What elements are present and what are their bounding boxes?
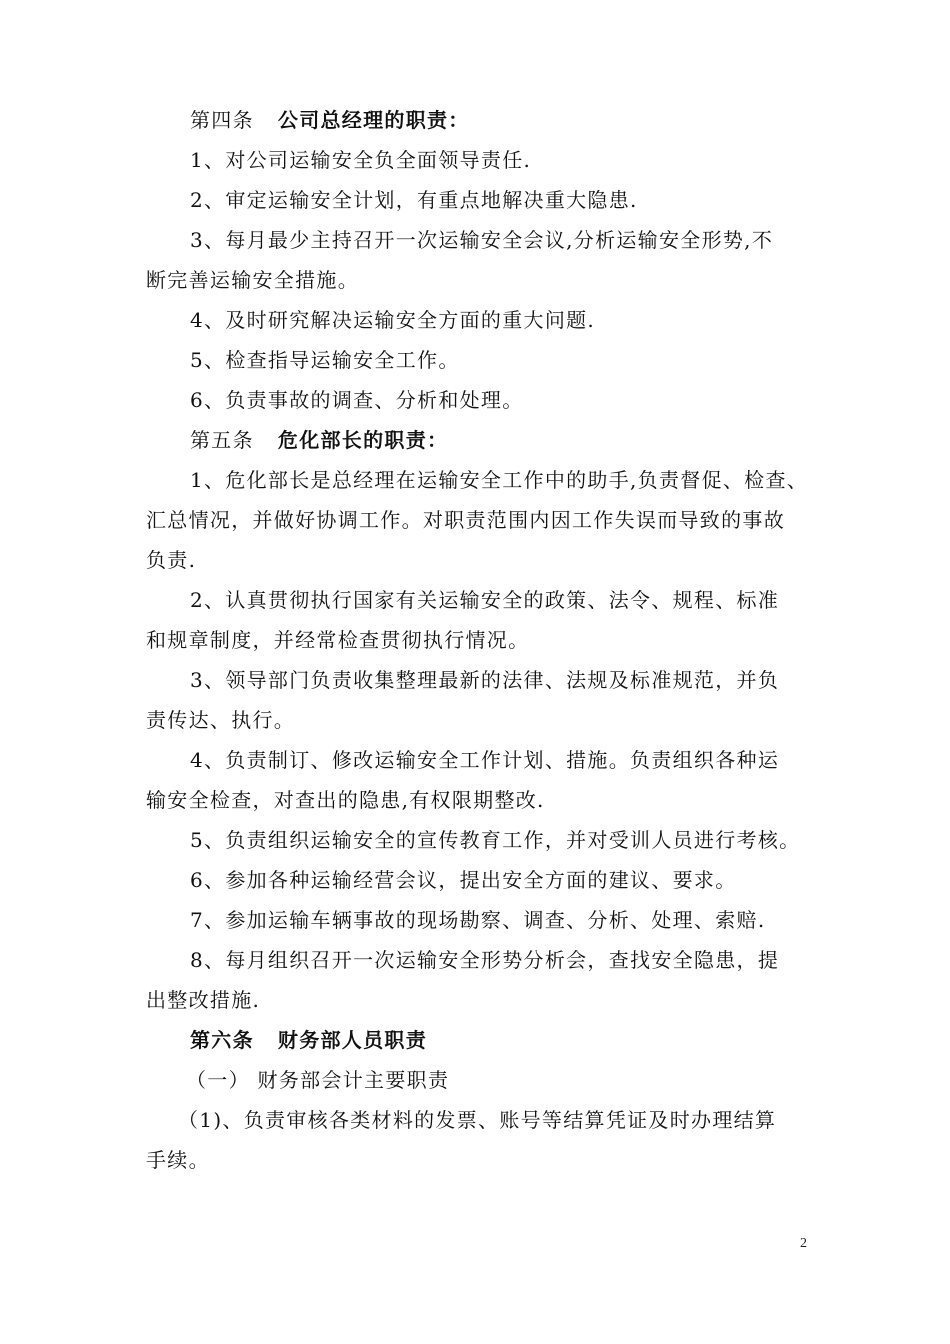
article-5-item: 8、每月组织召开一次运输安全形势分析会，查找安全隐患，提 (190, 948, 780, 972)
article-5-label: 第五条 (190, 428, 254, 452)
article-4-item: 6、负责事故的调查、分析和处理。 (190, 388, 524, 412)
article-4-item: 4、及时研究解决运输安全方面的重大问题. (190, 308, 596, 332)
article-5-item-continuation: 和规章制度，并经常检查贯彻执行情况。 (146, 628, 530, 652)
article-5-item-continuation: 输安全检查，对查出的隐患,有权限期整改. (146, 788, 545, 812)
page-number: 2 (800, 1236, 807, 1251)
article-5-item-continuation: 责传达、执行。 (146, 708, 296, 732)
article-4-heading (190, 108, 470, 132)
article-4-item: 1、对公司运输安全负全面领导责任. (190, 148, 532, 172)
article-5-item: 2、认真贯彻执行国家有关运输安全的政策、法令、规程、标准 (190, 588, 780, 612)
article-5-item: 3、领导部门负责收集整理最新的法律、法规及标准规范，并负 (190, 668, 780, 692)
article-4-item-continuation: 断完善运输安全措施。 (146, 268, 359, 292)
article-4-title: 公司总经理的职责： (277, 108, 470, 132)
article-6-section-heading: （一） 财务部会计主要职责 (186, 1068, 450, 1092)
article-6-item-continuation: 手续。 (146, 1148, 210, 1172)
article-5-item-continuation: 负责. (146, 548, 197, 572)
article-5-title: 危化部长的职责： (277, 428, 449, 452)
article-4-item: 5、检查指导运输安全工作。 (190, 348, 460, 372)
article-5-item-continuation: 汇总情况，并做好协调工作。对职责范围内因工作失误而导致的事故 (146, 508, 785, 532)
article-4-item: 2、审定运输安全计划，有重点地解决重大隐患. (190, 188, 638, 212)
article-5-item: 6、参加各种运输经营会议，提出安全方面的建议、要求。 (190, 868, 737, 892)
article-6-title: 财务部人员职责 (277, 1028, 428, 1052)
article-6-label: 第六条 (190, 1028, 254, 1052)
article-6-heading (190, 1028, 427, 1052)
article-5-heading (190, 428, 448, 452)
article-4-label: 第四条 (190, 108, 254, 132)
article-5-item: 4、负责制订、修改运输安全工作计划、措施。负责组织各种运 (190, 748, 780, 772)
article-5-item: 7、参加运输车辆事故的现场勘察、调查、分析、处理、索赔. (190, 908, 766, 932)
article-4-item: 3、每月最少主持召开一次运输安全会议,分析运输安全形势,不 (190, 228, 774, 252)
article-5-item: 1、危化部长是总经理在运输安全工作中的助手,负责督促、检查、 (190, 468, 809, 492)
article-5-item: 5、负责组织运输安全的宣传教育工作，并对受训人员进行考核。 (190, 828, 801, 852)
article-5-item-continuation: 出整改措施. (146, 988, 261, 1012)
article-6-item: （1)、负责审核各类材料的发票、账号等结算凭证及时办理结算 (178, 1108, 777, 1132)
